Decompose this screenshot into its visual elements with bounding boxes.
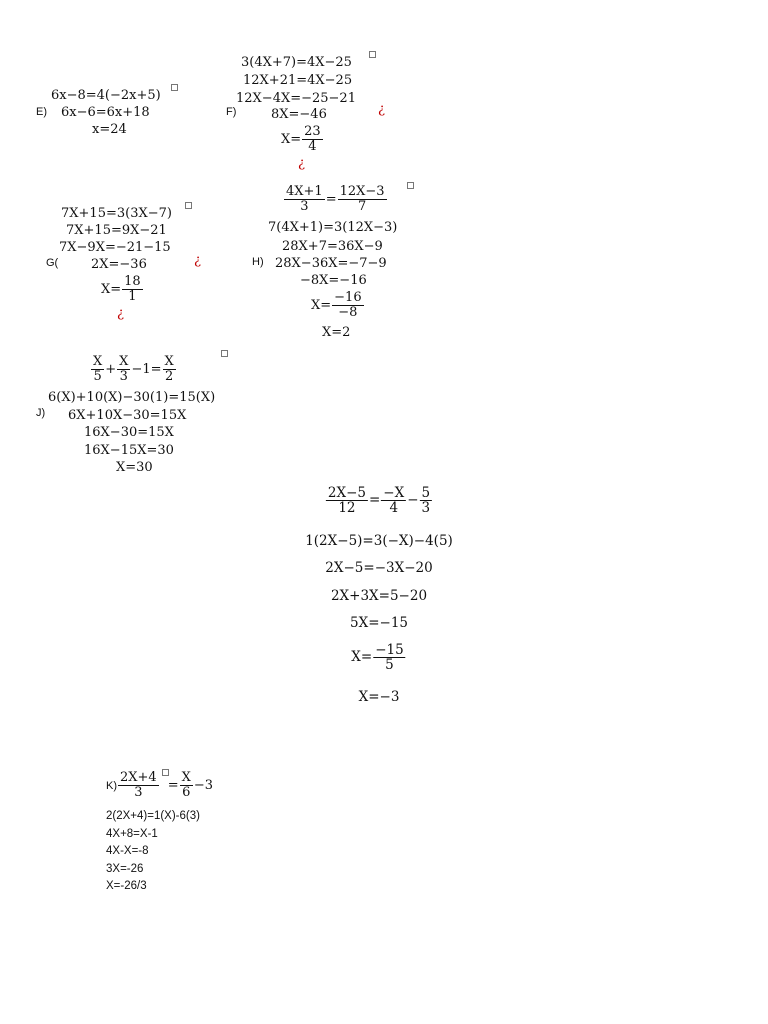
fraction [180, 771, 193, 800]
equals-sign: = [167, 778, 179, 793]
denominator: 1 [128, 289, 137, 304]
fraction [338, 185, 387, 214]
problem-m-line-3: 2X+3X=5−20 [330, 588, 428, 604]
denominator: 2 [164, 369, 174, 384]
problem-m-line-1: 1(2X−5)=3(−X)−4(5) [305, 533, 453, 549]
inverted-question-mark: ¿ [298, 156, 305, 171]
minus-one-equals: −1= [131, 362, 162, 377]
numerator: X [181, 770, 191, 785]
numerator: 12X−3 [339, 184, 385, 199]
numerator: −X [383, 485, 405, 501]
fraction [420, 486, 433, 515]
problem-m-final [351, 643, 406, 672]
final-lhs: X= [311, 298, 332, 313]
problem-f-line-4: 8X=−46 [271, 107, 327, 122]
problem-g-line-1: 7X+15=3(3X−7) [61, 206, 172, 221]
problem-e-line-1: 6x−8=4(−2x+5) [51, 88, 161, 103]
problem-f-line-2: 12X+21=4X−25 [243, 73, 353, 88]
denominator: 4 [389, 500, 399, 516]
denominator: 3 [300, 199, 309, 214]
denominator: 6 [182, 785, 191, 800]
problem-g-final [101, 275, 144, 304]
equals-sign: = [368, 492, 381, 508]
problem-m-equation [325, 486, 433, 515]
denominator: 7 [357, 199, 367, 214]
placeholder-box-icon [369, 51, 376, 58]
numerator: X [119, 354, 129, 369]
problem-k-line-1: 2(2X+4)=1(X)-6(3) [106, 810, 200, 822]
problem-j-line-2: 6X+10X−30=15X [68, 408, 187, 423]
denominator: 5 [385, 657, 394, 673]
problem-e-line-2: 6x−6=6x+18 [61, 105, 150, 120]
plus-sign: + [105, 362, 117, 377]
numerator: −15 [375, 642, 404, 658]
problem-k-line-2: 4X+8=X-1 [106, 827, 158, 840]
minus-three: −3 [193, 778, 214, 793]
problem-e-label: E) [36, 106, 47, 118]
denominator: 3 [119, 369, 128, 384]
fraction [381, 486, 406, 515]
numerator: 4X+1 [286, 184, 323, 199]
problem-k-equation [106, 771, 213, 800]
fraction [302, 125, 323, 154]
equals-sign: = [325, 192, 337, 207]
fraction [122, 275, 143, 304]
problem-m-line-2: 2X−5=−3X−20 [325, 560, 433, 576]
problem-g-line-2: 7X+15=9X−21 [66, 223, 167, 238]
final-lhs: X= [281, 132, 302, 147]
numerator: X [93, 354, 103, 369]
problem-k-label: K) [106, 780, 117, 792]
placeholder-box-icon [221, 350, 228, 357]
numerator: −16 [334, 290, 362, 305]
fraction [117, 355, 130, 384]
placeholder-box-icon [171, 84, 178, 91]
inverted-question-mark: ¿ [117, 306, 124, 321]
problem-f-line-3: 12X−4X=−25−21 [236, 91, 356, 106]
fraction [91, 355, 104, 384]
minus-sign: − [407, 492, 419, 508]
denominator: 4 [308, 139, 317, 154]
fraction [373, 643, 406, 672]
final-lhs: X= [101, 282, 122, 297]
numerator: 2X−5 [327, 485, 366, 501]
problem-m-line-4: 5X=−15 [349, 615, 409, 631]
numerator: 23 [304, 124, 321, 139]
numerator: 18 [124, 274, 141, 289]
problem-m-last: X=−3 [358, 689, 400, 705]
problem-h-line-3: 28X−36X=−7−9 [275, 256, 387, 271]
fraction [163, 355, 176, 384]
problem-j-line-3: 16X−30=15X [84, 425, 174, 440]
denominator: −8 [338, 305, 358, 320]
placeholder-box-icon [407, 182, 414, 189]
denominator: 12 [338, 500, 356, 516]
problem-f-final [281, 125, 324, 154]
fraction [118, 771, 159, 800]
denominator: 5 [93, 369, 102, 384]
problem-h-label: H) [252, 256, 264, 268]
fraction [332, 291, 363, 320]
problem-k-line-4: 3X=-26 [106, 862, 144, 875]
problem-h-equation [283, 185, 388, 214]
problem-j-line-1: 6(X)+10(X)−30(1)=15(X) [48, 390, 216, 405]
numerator: 2X+4 [120, 770, 157, 785]
denominator: 3 [134, 785, 143, 800]
problem-k-line-5: X=-26/3 [106, 880, 147, 892]
placeholder-box-icon [162, 769, 169, 776]
fraction [326, 486, 368, 515]
problem-h-line-4: −8X=−16 [300, 273, 367, 288]
problem-f-line-1: 3(4X+7)=4X−25 [241, 55, 352, 70]
problem-j-label: J) [36, 407, 46, 419]
inverted-question-mark: ¿ [194, 253, 201, 268]
problem-k-steps [106, 808, 200, 896]
placeholder-box-icon [185, 202, 192, 209]
problem-j-line-5: X=30 [116, 460, 153, 475]
problem-j-line-4: 16X−15X=30 [84, 443, 174, 458]
problem-g-line-3: 7X−9X=−21−15 [59, 240, 171, 255]
problem-h-line-1: 7(4X+1)=3(12X−3) [268, 220, 398, 235]
problem-f-label: F) [226, 106, 237, 118]
numerator: 5 [421, 485, 431, 501]
problem-g-line-4: 2X=−36 [91, 257, 147, 272]
problem-k-line-3: 4X-X=-8 [106, 845, 149, 857]
denominator: 3 [421, 500, 431, 516]
problem-e-line-3: x=24 [92, 122, 127, 137]
problem-h-final [311, 291, 365, 320]
problem-h-last: X=2 [322, 325, 351, 340]
problem-g-label: G( [46, 257, 59, 269]
problem-h-line-2: 28X+7=36X−9 [282, 239, 383, 254]
final-lhs: X= [351, 649, 373, 665]
fraction [284, 185, 325, 214]
inverted-question-mark: ¿ [378, 102, 385, 117]
problem-j-equation [90, 355, 177, 384]
numerator: X [164, 354, 174, 369]
